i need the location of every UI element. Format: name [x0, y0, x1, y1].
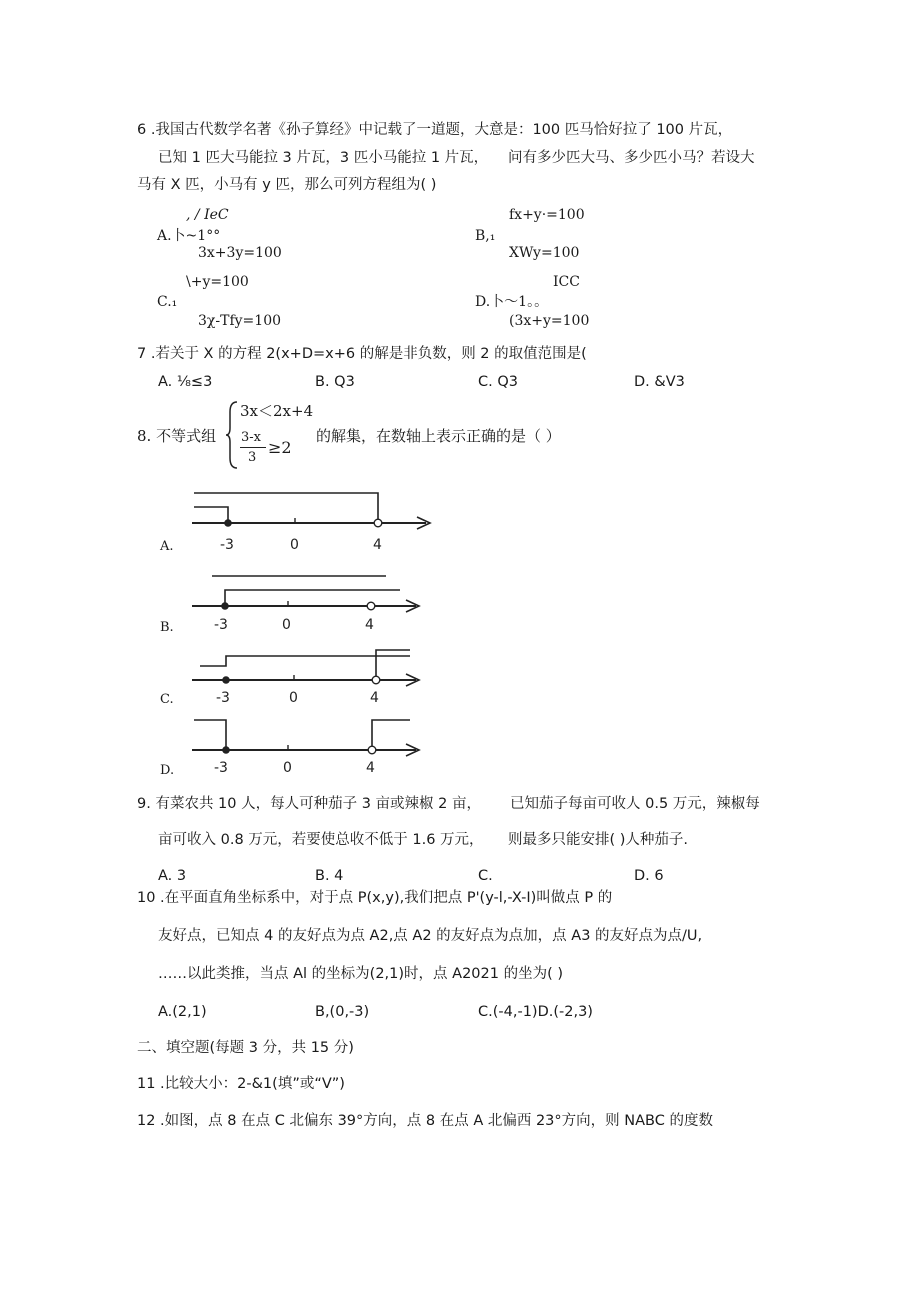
- tick-label-minus-3: -3: [216, 690, 230, 706]
- q10-line-3: ……以此类推，当点 Al 的坐标为(2,1)时，点 A2021 的坐为( ): [158, 966, 564, 982]
- tick-label-0: 0: [290, 537, 299, 553]
- q8-option-b-number-line: [190, 566, 440, 646]
- q9-line-2b: 则最多只能安排( )人种茄子.: [508, 832, 689, 848]
- bracket-lower: [225, 590, 400, 604]
- q12-stem: 12 .如图，点 8 在点 C 北偏东 39°方向，点 8 在点 A 北偏西 23°方向，则 NABC 的度数: [137, 1113, 713, 1129]
- solid-point-minus-3: [222, 746, 230, 754]
- q6-option-a-top: , / IeC: [186, 207, 229, 223]
- q10-line-1: 10 .在平面直角坐标系中，对于点 P(x,y),我们把点 P'(y-l,-X-I)叫做点 P 的: [137, 890, 613, 906]
- q7-option-d[interactable]: D. &V3: [634, 374, 685, 390]
- q8-option-d-number-line: [190, 710, 440, 790]
- q10-option-a[interactable]: A.(2,1): [158, 1004, 207, 1020]
- q7-option-a[interactable]: A. ⅛≤3: [158, 374, 213, 390]
- q8-inequality-2-rhs: ≥2: [268, 438, 292, 457]
- q8-system-brace: [225, 400, 239, 470]
- bracket-lower: [194, 507, 228, 521]
- q8-fraction-denominator: 3: [248, 450, 257, 465]
- q6-line-3: 马有 X 匹，小马有 y 匹，那么可列方程组为( ): [137, 177, 437, 193]
- q6-option-a-label[interactable]: A.卜~1°°: [157, 228, 221, 244]
- bracket-left: [194, 720, 226, 748]
- q7-stem: 7 .若关于 X 的方程 2(x+D=x+6 的解是非负数，则 2 的取值范围是(: [137, 346, 587, 362]
- q8-inequality-1: 3x＜2x+4: [240, 402, 314, 420]
- q8-suffix: 的解集，在数轴上表示正确的是（ ）: [316, 427, 561, 445]
- q9-option-c[interactable]: C.: [478, 868, 493, 884]
- q9-option-a[interactable]: A. 3: [158, 868, 187, 884]
- tick-label-4: 4: [366, 760, 375, 776]
- q7-option-b[interactable]: B. Q3: [315, 374, 355, 390]
- section-2-heading: 二、填空题(每题 3 分，共 15 分): [137, 1040, 354, 1056]
- solid-point-minus-3: [221, 602, 229, 610]
- bracket-upper: [200, 656, 410, 666]
- tick-label-4: 4: [365, 617, 374, 633]
- q6-line-2a: 已知 1 匹大马能拉 3 片瓦，3 匹小马能拉 1 片瓦，: [158, 150, 489, 166]
- q6-option-b-label[interactable]: B,₁: [475, 228, 496, 244]
- q10-option-c-d[interactable]: C.(-4,-1)D.(-2,3): [478, 1004, 593, 1020]
- bracket-right: [376, 650, 410, 678]
- q6-line-2b: 问有多少匹大马、多少匹小马？若设大: [508, 150, 755, 166]
- bracket-right: [372, 720, 410, 748]
- q11-stem: 11 .比较大小：2-&1(填”或“V”): [137, 1076, 345, 1092]
- q6-option-d-top: ICC: [553, 274, 580, 290]
- q8-option-a-label[interactable]: A.: [160, 539, 174, 554]
- tick-label-4: 4: [370, 690, 379, 706]
- q8-option-c-label[interactable]: C.: [160, 692, 174, 707]
- q9-option-b[interactable]: B. 4: [315, 868, 344, 884]
- q6-option-c-label[interactable]: C.₁: [157, 294, 178, 310]
- q9-line-1a: 9. 有菜农共 10 人，每人可种茄子 3 亩或辣椒 2 亩，: [137, 796, 481, 812]
- solid-point-minus-3: [222, 676, 230, 684]
- q6-option-d-label[interactable]: D.卜～1。。: [475, 294, 549, 310]
- q6-option-c-bottom: 3χ-Tfy=100: [198, 313, 282, 329]
- q10-line-2: 友好点，已知点 4 的友好点为点 A2,点 A2 的友好点为点加，点 A3 的友好点为点/U,: [158, 928, 703, 944]
- q8-prefix: 8. 不等式组: [137, 427, 217, 445]
- solid-point-minus-3: [224, 519, 232, 527]
- q6-option-c-top: \+y=100: [186, 274, 249, 290]
- q8-option-c-number-line: [190, 640, 440, 720]
- q6-option-a-bottom: 3x+3y=100: [198, 245, 282, 261]
- tick-label-minus-3: -3: [214, 760, 228, 776]
- open-point-4: [368, 746, 376, 754]
- open-point-4: [372, 676, 380, 684]
- q6-option-d-bottom: (3x+y=100: [509, 313, 590, 329]
- tick-label-minus-3: -3: [220, 537, 234, 553]
- q9-option-d[interactable]: D. 6: [634, 868, 664, 884]
- q8-option-d-label[interactable]: D.: [160, 763, 175, 778]
- tick-label-0: 0: [283, 760, 292, 776]
- q8-option-b-label[interactable]: B.: [160, 620, 174, 635]
- q9-line-2a: 亩可收入 0.8 万元，若要使总收不低于 1.6 万元，: [158, 832, 484, 848]
- q6-option-b-top: fx+y·=100: [509, 207, 585, 223]
- tick-label-minus-3: -3: [214, 617, 228, 633]
- open-point-4: [367, 602, 375, 610]
- q10-option-b[interactable]: B,(0,-3): [315, 1004, 370, 1020]
- tick-label-0: 0: [282, 617, 291, 633]
- q6-option-b-bottom: XWy=100: [509, 245, 580, 261]
- q9-line-1b: 已知茄子每亩可收人 0.5 万元，辣椒每: [510, 796, 760, 812]
- tick-label-4: 4: [373, 537, 382, 553]
- open-point-4: [374, 519, 382, 527]
- q6-line-1: 6 .我国古代数学名著《孙子算经》中记载了一道题，大意是：100 匹马恰好拉了 100 片瓦，: [137, 122, 733, 138]
- q8-fraction-numerator: 3-x: [241, 430, 261, 445]
- tick-label-0: 0: [289, 690, 298, 706]
- q7-option-c[interactable]: C. Q3: [478, 374, 518, 390]
- q8-option-a-number-line: [190, 483, 440, 563]
